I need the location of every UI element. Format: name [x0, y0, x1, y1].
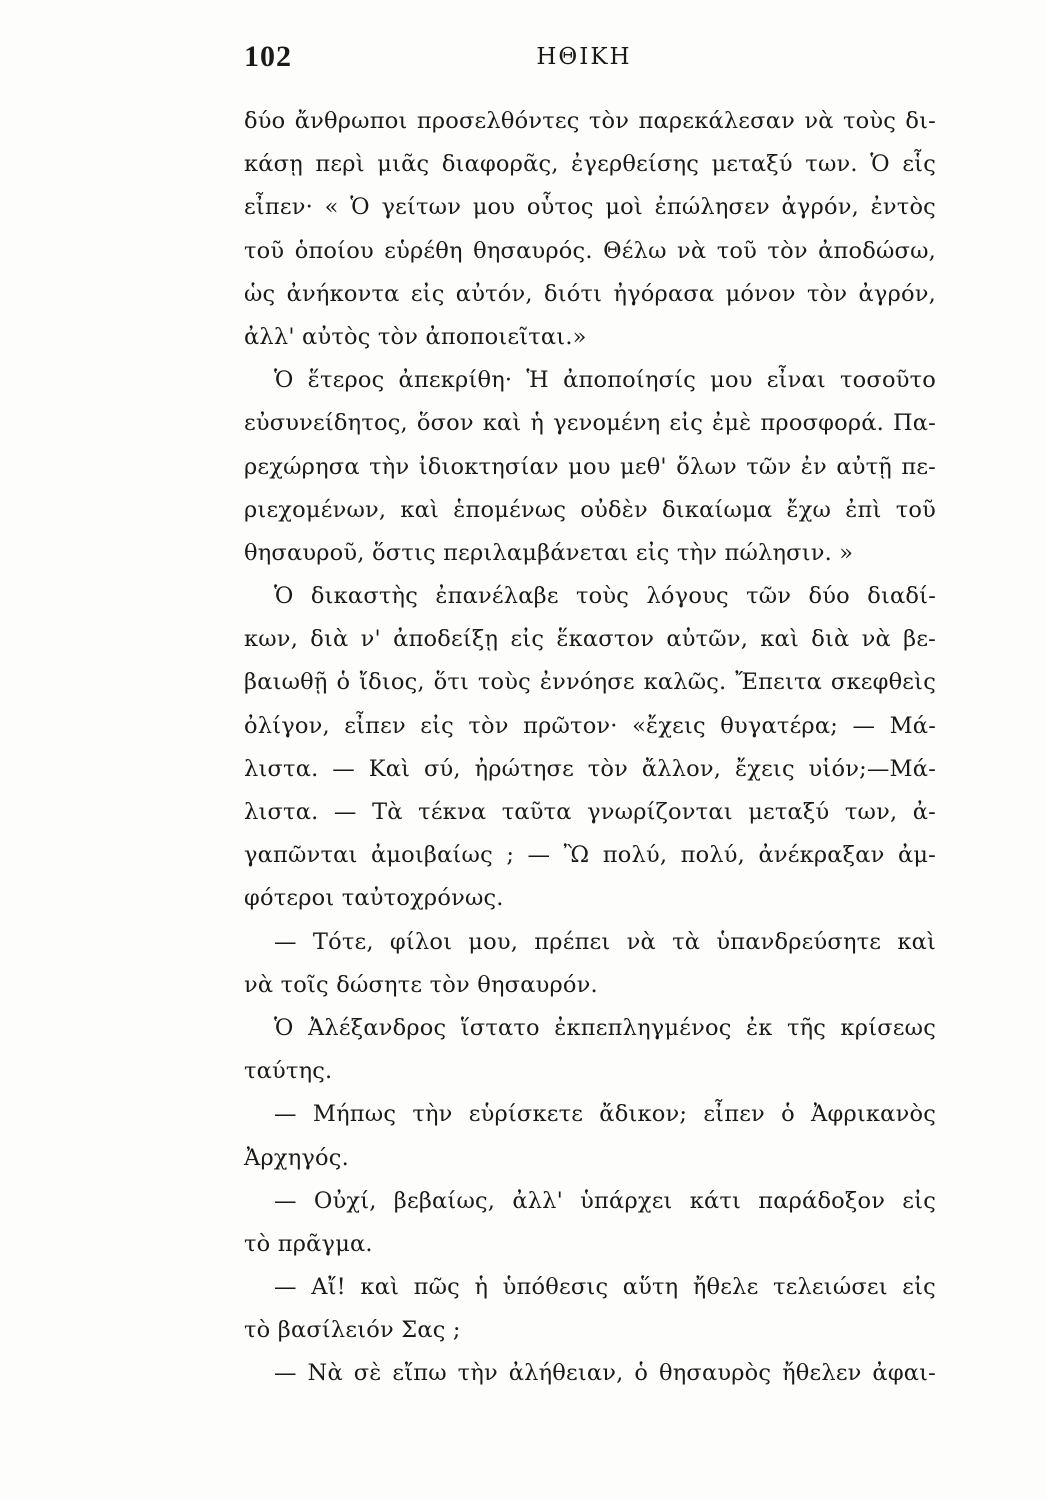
- text-line: ὀλίγον, εἶπεν εἰς τὸν πρῶτον· «ἔχεις θυγατέρα; — Μά-: [244, 712, 936, 739]
- text-line: λιστα. — Τὰ τέκνα ταῦτα γνωρίζονται μεταξύ των, ἀ-: [244, 799, 936, 825]
- text-line: ρεχώρησα τὴν ἰδιοκτησίαν μου μεθ' ὅλων τῶν ἐν αὐτῇ πε-: [244, 453, 936, 480]
- text-line: — Μήπως τὴν εὑρίσκετε ἄδικον; εἶπεν ὁ Ἀφρικανὸς: [274, 1101, 936, 1128]
- text-line: ταύτης.: [244, 1058, 333, 1085]
- text-line: — Νὰ σὲ εἴπω τὴν ἀλήθειαν, ὁ θησαυρὸς ἤθελεν ἀφαι-: [274, 1360, 936, 1387]
- running-head: [244, 40, 936, 84]
- text-line: Ὁ ἕτερος ἀπεκρίθη· Ἡ ἀποποίησίς μου εἶναι τοσοῦτο: [274, 367, 936, 394]
- text-line: λιστα. — Καὶ σύ, ἠρώτησε τὸν ἄλλον, ἔχεις υἱόν;—Μά-: [244, 755, 936, 782]
- text-line: νὰ τοῖς δώσητε τὸν θησαυρόν.: [244, 971, 598, 998]
- text-line: εὐσυνείδητος, ὅσον καὶ ἡ γενομένη εἰς ἐμὲ προσφορά. Πα-: [244, 410, 936, 437]
- text-line: Ὁ Ἀλέξανδρος ἵστατο ἐκπεπληγμένος ἐκ τῆς κρίσεως: [274, 1014, 936, 1041]
- text-line: ριεχομένων, καὶ ἑπομένως οὐδὲν δικαίωμα ἔχω ἐπὶ τοῦ: [244, 496, 936, 523]
- text-line: τοῦ ὁποίου εὑρέθη θησαυρός. Θέλω νὰ τοῦ τὸν ἀποδώσω,: [244, 237, 936, 264]
- text-line: Ἀρχηγός.: [244, 1144, 349, 1171]
- text-line: θησαυροῦ, ὅστις περιλαμβάνεται εἰς τὴν πώλησιν. »: [244, 539, 854, 566]
- text-line: ἀλλ' αὐτὸς τὸν ἀποποιεῖται.»: [244, 323, 587, 350]
- text-line: εἶπεν· « Ὁ γείτων μου οὗτος μοὶ ἐπώλησεν ἀγρόν, ἐντὸς: [244, 194, 936, 221]
- running-title: ΗΘΙΚΗ: [536, 44, 632, 70]
- text-line: — Οὐχί, βεβαίως, ἀλλ' ὑπάρχει κάτι παράδοξον εἰς: [274, 1187, 936, 1214]
- page-number: 102: [244, 40, 292, 73]
- text-line: δύο ἄνθρωποι προσελθόντες τὸν παρεκάλεσαν νὰ τοὺς δι-: [244, 108, 936, 134]
- text-line: βαιωθῇ ὁ ἴδιος, ὅτι τοὺς ἐννόησε καλῶς. Ἔπειτα σκεφθεὶς: [244, 669, 936, 696]
- text-line: γαπῶνται ἀμοιβαίως ; — Ὢ πολύ, πολύ, ἀνέκραξαν ἀμ-: [244, 842, 936, 869]
- text-line: κων, διὰ ν' ἀποδείξῃ εἰς ἕκαστον αὐτῶν, καὶ διὰ νὰ βε-: [244, 626, 936, 653]
- text-line: φότεροι ταὐτοχρόνως.: [244, 885, 504, 912]
- text-line: τὸ βασίλειόν Σας ;: [244, 1317, 461, 1344]
- body-text: [244, 100, 936, 1396]
- text-line: Ὁ δικαστὴς ἐπανέλαβε τοὺς λόγους τῶν δύο διαδί-: [274, 583, 936, 610]
- text-line: τὸ πρᾶγμα.: [244, 1230, 373, 1257]
- text-line: κάσῃ περὶ μιᾶς διαφορᾶς, ἐγερθείσης μεταξύ των. Ὁ εἷς: [244, 151, 936, 178]
- text-line: — Τότε, φίλοι μου, πρέπει νὰ τὰ ὑπανδρεύσητε καὶ: [274, 928, 936, 955]
- text-line: ὡς ἀνήκοντα εἰς αὐτόν, διότι ἠγόρασα μόνον τὸν ἀγρόν,: [244, 280, 936, 307]
- text-line: — Αἴ! καὶ πῶς ἡ ὑπόθεσις αὕτη ἤθελε τελειώσει εἰς: [274, 1274, 936, 1301]
